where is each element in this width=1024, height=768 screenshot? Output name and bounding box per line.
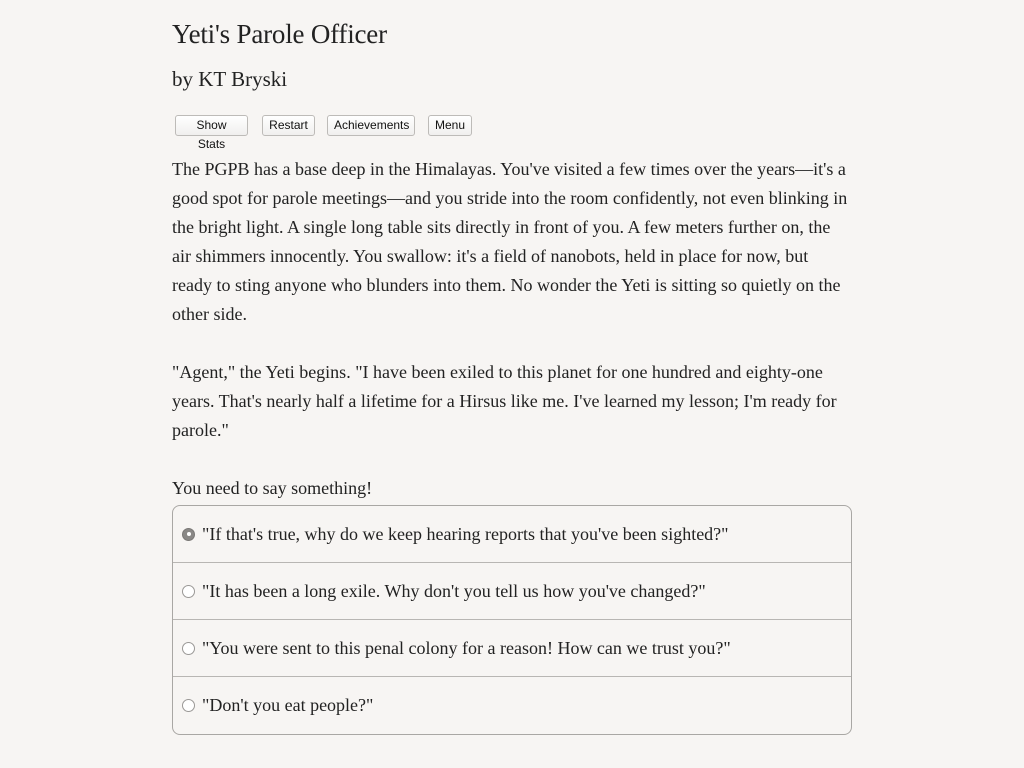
choice-list: [172, 505, 852, 735]
choice-label: "It has been a long exile. Why don't you tell us how you've changed?": [202, 580, 706, 601]
achievements-button[interactable]: Achievements: [327, 115, 415, 136]
story-text: [172, 155, 852, 503]
choice-option-3[interactable]: [173, 620, 851, 677]
choice-label: "Don't you eat people?": [202, 695, 374, 715]
game-author: by KT Bryski: [172, 67, 288, 91]
story-paragraph: The PGPB has a base deep in the Himalayas. You've visited a few times over the years—it's a good spot for parole meetings—and you stride into the room confidently, not even blinking in the bright light. A single long table sits directly in front of you. A few meters further on, the air shimmers innocently. You swallow: it's a field of nanobots, held in place for now, but ready to sting anyone who blunders into them. No wonder the Yeti is sitting so quietly on the other side.: [172, 159, 848, 324]
choice-label: "If that's true, why do we keep hearing reports that you've been sighted?": [202, 523, 729, 544]
restart-button[interactable]: Restart: [262, 115, 315, 136]
radio-button[interactable]: [182, 699, 195, 712]
toolbar: [172, 115, 852, 151]
choice-option-1[interactable]: [173, 506, 851, 563]
choice-option-4[interactable]: [173, 677, 851, 734]
radio-button[interactable]: [182, 642, 195, 655]
game-page: [172, 14, 852, 532]
story-paragraph: "Agent," the Yeti begins. "I have been exiled to this planet for one hundred and eighty-one years. That's nearly half a lifetime for a Hirsus like me. I've learned my lesson; I'm ready for parole.": [172, 362, 837, 440]
game-title: Yeti's Parole Officer: [172, 19, 387, 49]
choice-label: "You were sent to this penal colony for a reason! How can we trust you?": [202, 637, 731, 658]
story-prompt: You need to say something!: [172, 478, 373, 498]
menu-button[interactable]: Menu: [428, 115, 472, 136]
show-stats-button[interactable]: Show Stats: [175, 115, 248, 136]
radio-button[interactable]: [182, 528, 195, 541]
radio-button[interactable]: [182, 585, 195, 598]
choice-option-2[interactable]: [173, 563, 851, 620]
